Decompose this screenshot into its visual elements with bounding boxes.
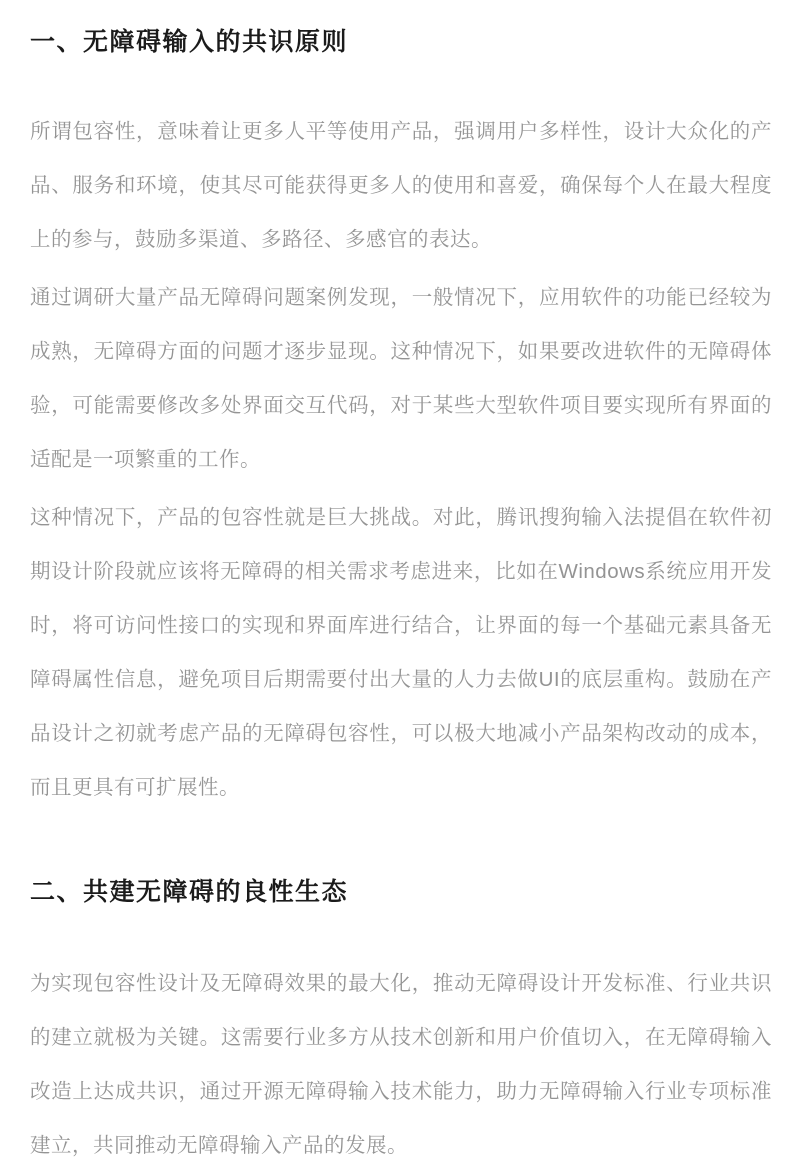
section-heading-consensus-principles: 一、无障碍输入的共识原则 xyxy=(30,28,349,56)
section-heading-healthy-ecosystem: 二、共建无障碍的良性生态 xyxy=(30,878,349,906)
paragraph-research-findings: 通过调研大量产品无障碍问题案例发现，一般情况下，应用软件的功能已经较为成熟，无障碍方面的问题才逐步显现。这种情况下，如果要改进软件的无障碍体验，可能需要修改多处界面交互代码，对于某些大型软件项目要实现所有界面的适配是一项繁重的工作。 xyxy=(30,286,772,471)
paragraph-early-design-advocacy: 这种情况下，产品的包容性就是巨大挑战。对此，腾讯搜狗输入法提倡在软件初期设计阶段就应该将无障碍的相关需求考虑进来，比如在Windows系统应用开发时，将可访问性接口的实现和界面库进行结合，让界面的每一个基础元素具备无障碍属性信息，避免项目后期需要付出大量的人力去做UI的底层重构。鼓励在产品设计之初就考虑产品的无障碍包容性，可以极大地减小产品架构改动的成本，而且更具有可扩展性。 xyxy=(30,506,772,799)
paragraph-inclusivity-definition: 所谓包容性，意味着让更多人平等使用产品，强调用户多样性，设计大众化的产品、服务和环境，使其尽可能获得更多人的使用和喜爱，确保每个人在最大程度上的参与，鼓励多渠道、多路径、多感官的表达。 xyxy=(30,120,772,251)
paragraph-industry-standards: 为实现包容性设计及无障碍效果的最大化，推动无障碍设计开发标准、行业共识的建立就极为关键。这需要行业多方从技术创新和用户价值切入，在无障碍输入改造上达成共识，通过开源无障碍输入技术能力，助力无障碍输入行业专项标准建立，共同推动无障碍输入产品的发展。 xyxy=(30,972,772,1157)
